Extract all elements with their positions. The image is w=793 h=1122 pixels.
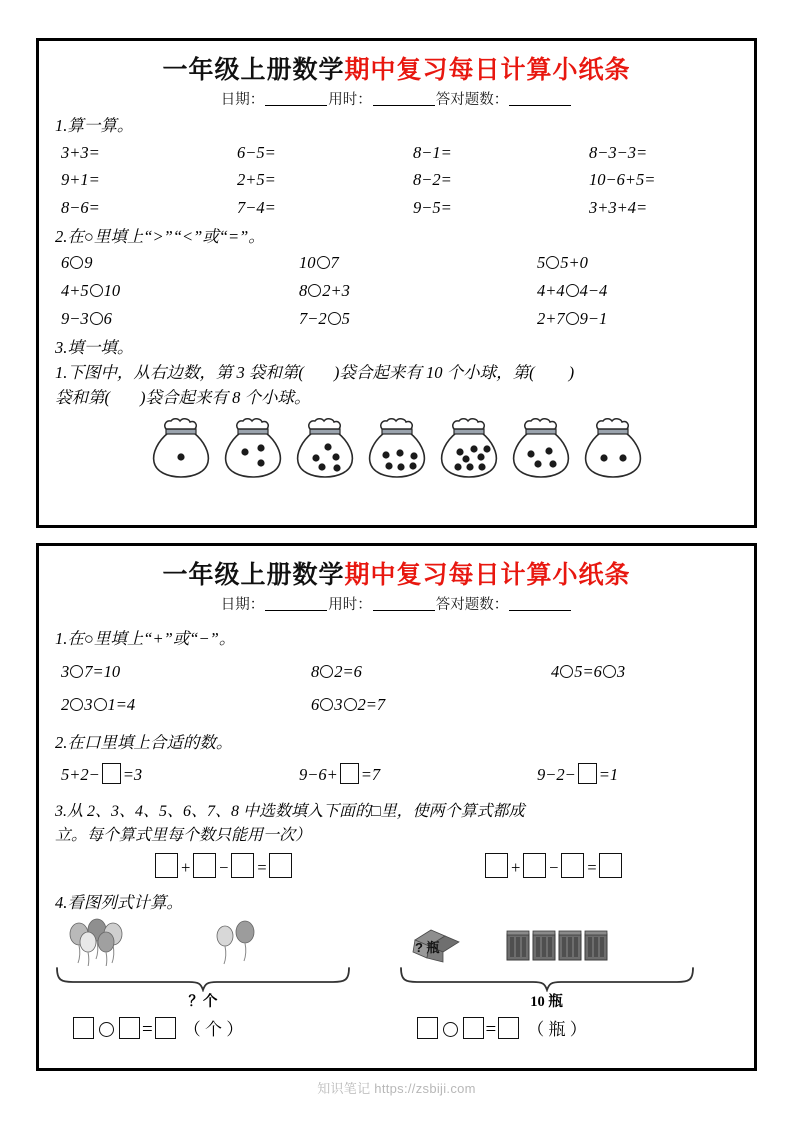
q3-expression-left[interactable] <box>153 853 483 881</box>
sheet2-q1-heading: 1.在○里填上“+”或“−”。 <box>55 629 236 649</box>
bag-icon <box>436 417 502 479</box>
brace-icon <box>53 966 353 992</box>
q3-text-b: )袋合起来有 10 个小球，第( <box>333 363 535 383</box>
square-blank-icon[interactable] <box>340 763 359 784</box>
sheet2-q3-heading-line1: 3.从 2、3、4、5、6、7、8 中选数填入下面的□里，使两个算式都成 <box>55 803 525 821</box>
compare-item[interactable] <box>61 278 299 304</box>
circle-blank-icon[interactable] <box>328 312 341 325</box>
sheet2-date-label: 日期： <box>220 597 265 614</box>
bottle-crate-icon <box>533 931 555 960</box>
op-part: 5=6 <box>574 661 602 681</box>
sheet1-date-label: 日期： <box>220 92 265 109</box>
square-blank-icon[interactable] <box>498 1017 519 1039</box>
balloon-group-icon <box>53 918 353 966</box>
compare-right: 5 <box>341 308 350 328</box>
sheet1-title-black: 一年级上册数学 <box>162 57 345 84</box>
bag-icon <box>580 417 646 479</box>
compare-right: 9−1 <box>579 308 608 328</box>
q4-left-equation[interactable] <box>71 1015 397 1041</box>
square-blank-icon[interactable] <box>119 1017 140 1039</box>
square-blank-icon[interactable] <box>231 853 254 878</box>
brace-icon <box>397 966 697 992</box>
box-post: =3 <box>122 764 143 784</box>
sheet1-score-blank[interactable] <box>509 105 571 106</box>
q4-right-problem <box>397 918 741 1041</box>
sheet1-q2-heading: 2.在○里填上“>”“<”或“=”。 <box>55 227 265 247</box>
square-blank-icon[interactable] <box>523 853 546 878</box>
sheet2-q2-row <box>61 762 740 788</box>
sheet2-time-label: 用时： <box>328 597 372 614</box>
q3-text-a: 1.下图中，从右边数，第 3 袋和第( <box>55 363 304 383</box>
q3-text-d: 袋和第( <box>55 388 110 408</box>
sheet2-q1-row-2 <box>61 692 740 718</box>
square-blank-icon[interactable] <box>102 763 121 784</box>
q3-text-e: )袋合起来有 8 个小球。 <box>140 388 311 408</box>
op-part: 7=10 <box>84 661 121 681</box>
box-fill-item[interactable] <box>537 762 775 788</box>
square-blank-icon[interactable] <box>561 853 584 878</box>
compare-right: 5+0 <box>560 253 588 273</box>
sheet1-q3-heading: 3.填一填。 <box>55 338 134 358</box>
bags-illustration <box>53 417 740 479</box>
op-part: 2=6 <box>334 661 362 681</box>
sheet1-q3-text-line-1 <box>55 361 740 386</box>
compare-item[interactable] <box>61 306 299 332</box>
op-fill-item[interactable] <box>551 659 625 685</box>
square-blank-icon[interactable] <box>485 853 508 878</box>
compare-right: 2+3 <box>322 281 350 301</box>
op-part: 2 <box>61 695 70 715</box>
sheet1-title <box>53 55 740 86</box>
left-unit-label: （ 个 ） <box>183 1020 244 1040</box>
expr-op: = <box>586 857 598 877</box>
sheet1-q1-heading: 1.算一算。 <box>55 116 134 136</box>
sheet1-q3-text-line-2 <box>55 386 740 411</box>
sheet1-q1-row-1 <box>61 140 740 166</box>
sheet2-q1-row-1 <box>61 659 740 685</box>
compare-right: 9 <box>84 253 93 273</box>
sheet2-q2-heading: 2.在口里填上合适的数。 <box>55 732 233 752</box>
balloons-illustration <box>53 918 397 966</box>
bag-icon <box>148 417 214 479</box>
circle-blank-icon[interactable] <box>443 1022 458 1037</box>
q3-text-c: ) <box>568 363 575 383</box>
site-watermark: 知识笔记 https://zsbiji.com <box>317 1081 476 1096</box>
compare-left: 4+5 <box>61 281 89 301</box>
sheet1-score-label: 答对题数： <box>435 92 509 109</box>
sheet1-q2-row-2 <box>61 278 740 304</box>
square-blank-icon[interactable] <box>155 1017 176 1039</box>
compare-item[interactable] <box>537 306 775 332</box>
right-brace-label: 10 瓶 <box>530 994 563 1011</box>
square-blank-icon[interactable] <box>578 763 597 784</box>
bag-icon <box>292 417 358 479</box>
sheet2-title <box>53 560 740 591</box>
square-blank-icon[interactable] <box>269 853 292 878</box>
op-fill-item[interactable] <box>311 692 551 718</box>
sheet1-q1-row-2 <box>61 167 740 193</box>
exercise-item[interactable]: 6−5= <box>237 142 276 162</box>
circle-blank-icon[interactable] <box>566 312 579 325</box>
compare-left: 8 <box>299 281 308 301</box>
compare-left: 2+7 <box>537 308 565 328</box>
exercise-item[interactable]: 8−1= <box>413 142 452 162</box>
square-blank-icon[interactable] <box>463 1017 484 1039</box>
circle-blank-icon[interactable] <box>99 1022 114 1037</box>
square-blank-icon[interactable] <box>193 853 216 878</box>
square-blank-icon[interactable] <box>73 1017 94 1039</box>
sheet2-meta-row <box>53 593 740 614</box>
sheet2-title-black: 一年级上册数学 <box>162 562 345 589</box>
circle-blank-icon[interactable] <box>70 665 83 678</box>
op-fill-item[interactable] <box>61 692 311 718</box>
exercise-item[interactable]: 10−6+5= <box>589 170 656 190</box>
q4-right-equation[interactable] <box>415 1015 741 1041</box>
right-brace-wrap <box>397 966 741 996</box>
expr-op: + <box>180 857 192 877</box>
circle-blank-icon[interactable] <box>320 665 333 678</box>
sheet2-q4-heading: 4.看图列式计算。 <box>55 893 183 913</box>
sheet1-time-blank[interactable] <box>373 105 435 106</box>
circle-blank-icon[interactable] <box>90 284 103 297</box>
sheet1-title-red: 期中复习每日计算小纸条 <box>344 57 631 84</box>
sheet2-date-blank[interactable] <box>265 610 327 611</box>
op-part: 4 <box>551 661 560 681</box>
box-pre: 9−6+ <box>299 764 338 784</box>
exercise-item[interactable]: 2+5= <box>237 170 276 190</box>
compare-item[interactable] <box>299 306 537 332</box>
equals-sign: = <box>142 1019 153 1041</box>
op-fill-item[interactable] <box>61 659 311 685</box>
op-fill-item[interactable] <box>311 659 551 685</box>
box-fill-item[interactable] <box>299 762 537 788</box>
op-part: 3 <box>334 695 343 715</box>
expr-op: = <box>256 857 268 877</box>
exercise-item[interactable]: 9+1= <box>61 170 100 190</box>
left-brace-wrap <box>53 966 397 996</box>
compare-right: 7 <box>330 253 339 273</box>
bottle-crate-icon <box>585 931 607 960</box>
circle-blank-icon[interactable] <box>70 256 83 269</box>
compare-left: 7−2 <box>299 308 327 328</box>
op-part: 3 <box>616 661 626 681</box>
circle-blank-icon[interactable] <box>317 256 330 269</box>
op-part: 3 <box>84 695 93 715</box>
compare-left: 10 <box>299 253 316 273</box>
exercise-item[interactable]: 9−5= <box>413 197 452 217</box>
sheet2-q4-picture-area <box>53 918 740 1041</box>
bag-icon <box>220 417 286 479</box>
q3-expression-right[interactable] <box>483 853 624 881</box>
square-blank-icon[interactable] <box>417 1017 438 1039</box>
sheet1-q2-row-1 <box>61 250 740 276</box>
box-pre: 9−2− <box>537 764 576 784</box>
square-blank-icon[interactable] <box>599 853 622 878</box>
sheet2-title-red: 期中复习每日计算小纸条 <box>344 562 631 589</box>
expr-op: − <box>548 857 560 877</box>
op-part: 2=7 <box>357 695 386 715</box>
op-part: 1=4 <box>107 695 136 715</box>
box-pre: 5+2− <box>61 764 100 784</box>
exercise-item[interactable]: 3+3= <box>61 142 100 162</box>
compare-left: 9−3 <box>61 308 89 328</box>
exercise-item[interactable]: 8−3−3= <box>589 142 648 162</box>
circle-blank-icon[interactable] <box>320 698 333 711</box>
circle-blank-icon[interactable] <box>560 665 573 678</box>
op-part: 3 <box>61 661 70 681</box>
exercise-item[interactable]: 7−4= <box>237 197 276 217</box>
compare-right: 6 <box>103 308 112 328</box>
box-post: =7 <box>360 764 381 784</box>
compare-left: 4+4 <box>537 281 565 301</box>
compare-item[interactable] <box>61 250 299 276</box>
sheet2-score-label: 答对题数： <box>435 597 509 614</box>
sheet1-q2-row-3 <box>61 306 740 332</box>
right-unit-label: （ 瓶 ） <box>527 1020 587 1040</box>
exercise-item[interactable]: 8−6= <box>61 197 100 217</box>
compare-left: 5 <box>537 253 546 273</box>
bottle-crate-icon <box>559 931 581 960</box>
bottle-crate-icon <box>507 931 529 960</box>
square-blank-icon[interactable] <box>155 853 178 878</box>
op-part: 8 <box>311 661 320 681</box>
box-fill-item[interactable] <box>61 762 299 788</box>
bag-icon <box>364 417 430 479</box>
expr-op: − <box>218 857 230 877</box>
sheet1-meta-row <box>53 88 740 109</box>
expr-op: + <box>510 857 522 877</box>
op-part: 6 <box>311 695 320 715</box>
sheet1-q1-row-3 <box>61 195 740 221</box>
sheet2-q3-expressions <box>153 853 740 881</box>
compare-item[interactable] <box>537 278 775 304</box>
circle-blank-icon[interactable] <box>344 698 357 711</box>
sheet1-time-label: 用时： <box>328 92 372 109</box>
compare-right: 4−4 <box>579 281 608 301</box>
bag-icon <box>508 417 574 479</box>
box-post: =1 <box>598 764 619 784</box>
compare-left: 6 <box>61 253 70 273</box>
circle-blank-icon[interactable] <box>90 312 103 325</box>
worksheet-sheet-2 <box>36 543 757 1071</box>
bottles-illustration <box>397 918 741 966</box>
q4-left-problem <box>53 918 397 1041</box>
equals-sign: = <box>485 1019 497 1041</box>
sheet2-q3-heading-line2: 立。每个算式里每个数只能用一次） <box>55 827 312 845</box>
circle-blank-icon[interactable] <box>566 284 579 297</box>
circle-blank-icon[interactable] <box>546 256 559 269</box>
compare-item[interactable] <box>299 250 537 276</box>
worksheet-sheet-1 <box>36 38 757 528</box>
exercise-item[interactable]: 8−2= <box>413 170 452 190</box>
circle-blank-icon[interactable] <box>94 698 107 711</box>
left-brace-label: ？个 <box>188 994 218 1011</box>
sheet2-time-blank[interactable] <box>373 610 435 611</box>
bottle-group-icon <box>397 918 697 966</box>
circle-blank-icon[interactable] <box>308 284 321 297</box>
exercise-item[interactable]: 3+3+4= <box>589 197 648 217</box>
sheet2-score-blank[interactable] <box>509 610 571 611</box>
compare-item[interactable] <box>537 250 775 276</box>
circle-blank-icon[interactable] <box>70 698 83 711</box>
compare-right: 10 <box>103 281 121 301</box>
compare-item[interactable] <box>299 278 537 304</box>
box-quantity-label: ? 瓶 <box>414 940 440 956</box>
sheet1-date-blank[interactable] <box>265 105 327 106</box>
circle-blank-icon[interactable] <box>603 665 616 678</box>
